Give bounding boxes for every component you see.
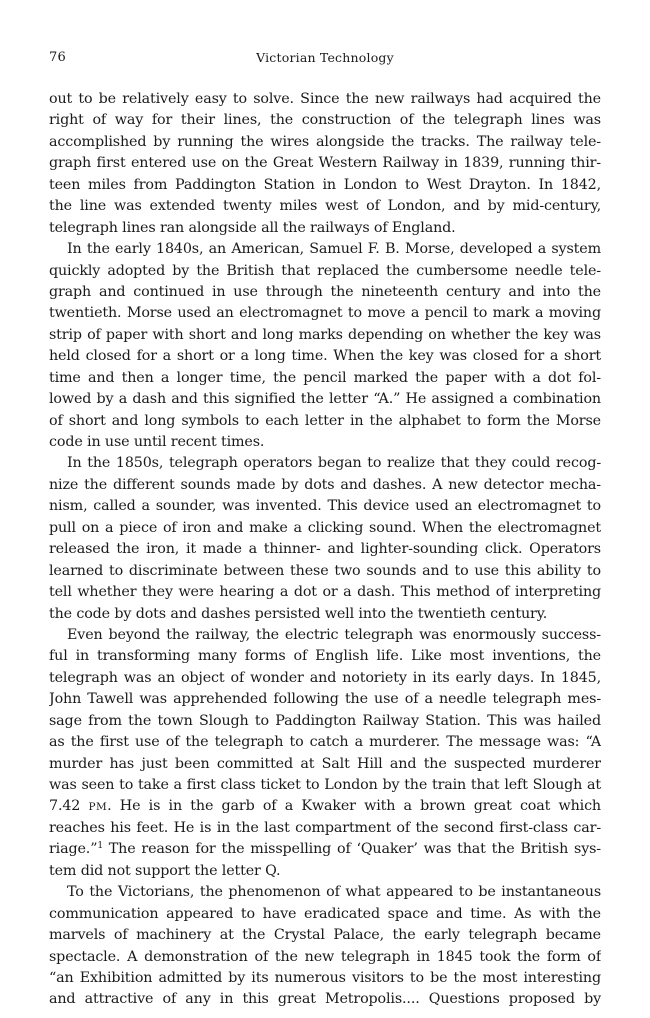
text-line: communication appeared to have eradicated space and time. As with the xyxy=(49,905,601,922)
text-line: tem did not support the letter Q. xyxy=(49,862,281,879)
text-line: telegraph was an object of wonder and notoriety in its early days. In 1845, xyxy=(49,669,601,686)
text-line: lowed by a dash and this signified the letter “A.” He assigned a combination xyxy=(49,391,601,408)
text-line: and attractive of any in this great Metropolis.... Questions proposed by xyxy=(49,991,601,1008)
text-line: twentieth. Morse used an electromagnet to move a pencil to mark a moving xyxy=(49,305,601,322)
text-line: marvels of machinery at the Crystal Palace, the early telegraph became xyxy=(49,927,601,944)
text-line: the code by dots and dashes persisted well into the twentieth century. xyxy=(49,605,548,622)
text-line: tell whether they were hearing a dot or a dash. This method of interpreting xyxy=(49,584,601,601)
text-line: John Tawell was apprehended following the use of a needle telegraph mes- xyxy=(49,691,601,708)
text-line: right of way for their lines, the construction of the telegraph lines was xyxy=(49,112,601,129)
text-line: graph and continued in use through the nineteenth century and into the xyxy=(49,283,601,300)
text-segment: . He is in the garb of a Kwaker with a brown great coat which xyxy=(107,798,601,815)
text-line: reaches his feet. He is in the last compartment of the second first-class car- xyxy=(49,819,601,836)
text-line: out to be relatively easy to solve. Since the new railways had acquired the xyxy=(49,91,601,107)
text-line: In the early 1840s, an American, Samuel F. B. Morse, developed a system xyxy=(67,241,601,258)
text-line: of short and long symbols to each letter in the alphabet to form the Morse xyxy=(49,412,601,429)
text-line: the line was extended twenty miles west of London, and by mid-century, xyxy=(49,198,601,215)
page-header xyxy=(49,50,601,70)
text-line: nism, called a sounder, was invented. This device used an electromagnet to xyxy=(49,498,601,515)
text-line: To the Victorians, the phenomenon of what appeared to be instantaneous xyxy=(67,884,601,901)
text-line: spectacle. A demonstration of the new telegraph in 1845 took the form of xyxy=(49,948,601,965)
text-segment: The reason for the misspelling of ‘Quaker’ was that the British sys- xyxy=(102,841,601,858)
text-line: time and then a longer time, the pencil marked the paper with a dot fol- xyxy=(49,369,601,386)
text-line: “an Exhibition admitted by its numerous visitors to be the most interesting xyxy=(49,969,601,986)
text-line: graph first entered use on the Great Western Railway in 1839, running thir- xyxy=(49,155,601,172)
text-line: Even beyond the railway, the electric telegraph was enormously success- xyxy=(67,626,601,643)
footnote-marker: 1 xyxy=(97,841,103,852)
text-line: quickly adopted by the British that replaced the cumbersome needle tele- xyxy=(49,262,601,279)
small-caps-pm: PM xyxy=(88,801,108,814)
body-text xyxy=(49,89,601,1011)
text-line: pull on a piece of iron and make a clicking sound. When the electromagnet xyxy=(49,519,601,536)
text-line: held closed for a short or a long time. When the key was closed for a short xyxy=(49,348,601,365)
text-line: ful in transforming many forms of English life. Like most inventions, the xyxy=(49,648,601,665)
text-line: was seen to take a first class ticket to London by the train that left Slough at xyxy=(49,777,601,793)
text-line xyxy=(49,839,601,860)
running-title: Victorian Technology xyxy=(256,50,394,65)
text-line: telegraph lines ran alongside all the railways of England. xyxy=(49,219,456,236)
text-segment: riage.” xyxy=(49,841,98,858)
text-line: nize the different sounds made by dots and dashes. A new detector mecha- xyxy=(49,476,601,493)
text-line: as the first use of the telegraph to catch a murderer. The message was: “A xyxy=(49,734,601,751)
text-line: sage from the town Slough to Paddington Railway Station. This was hailed xyxy=(49,712,601,729)
text-line: code in use until recent times. xyxy=(49,434,265,450)
text-line: released the iron, it made a thinner- and lighter-sounding click. Operators xyxy=(49,541,601,558)
text-line: strip of paper with short and long marks depending on whether the key was xyxy=(49,326,601,343)
text-line: learned to discriminate between these two sounds and to use this ability to xyxy=(49,562,601,579)
text-line: accomplished by running the wires alongside the tracks. The railway tele- xyxy=(49,133,601,150)
text-line: In the 1850s, telegraph operators began to realize that they could recog- xyxy=(67,455,601,472)
page-number: 76 xyxy=(49,50,66,65)
text-segment: 7.42 xyxy=(49,798,89,815)
text-line: teen miles from Paddington Station in London to West Drayton. In 1842, xyxy=(49,176,601,193)
text-line: murder has just been committed at Salt Hill and the suspected murderer xyxy=(49,755,601,772)
text-line xyxy=(49,796,601,817)
